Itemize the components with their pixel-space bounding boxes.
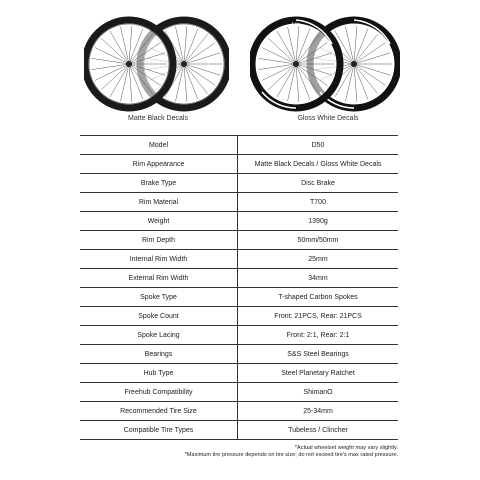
spec-value: Steel Planetary Ratchet (238, 364, 399, 383)
spec-label: Internal Rim Width (80, 250, 238, 269)
spec-value: D50 (238, 136, 399, 155)
spec-value: T-shaped Carbon Spokes (238, 288, 399, 307)
spec-label: Rim Depth (80, 231, 238, 250)
spoke (354, 53, 390, 64)
spec-value: S&S Steel Bearings (238, 345, 399, 364)
spec-row (80, 193, 398, 212)
spec-row (80, 307, 398, 326)
spec-row (80, 231, 398, 250)
spec-table (80, 135, 398, 440)
matte-black-wheelset-image (84, 14, 229, 114)
spec-label: Recommended Tire Size (80, 402, 238, 421)
spec-value: 34mm (238, 269, 399, 288)
spec-row (80, 364, 398, 383)
spec-row (80, 250, 398, 269)
spec-value: Disc Brake (238, 174, 399, 193)
spoke (184, 53, 220, 64)
spec-row (80, 212, 398, 231)
spec-label: External Rim Width (80, 269, 238, 288)
gloss-wheels-svg (250, 14, 400, 114)
spoke (184, 64, 208, 94)
spec-label: Model (80, 136, 238, 155)
matte-decals-caption: Matte Black Decals (128, 115, 188, 122)
spoke (354, 34, 378, 64)
spec-value: ShimanO (238, 383, 399, 402)
spoke (354, 64, 390, 75)
spec-row (80, 269, 398, 288)
spec-value: 25mm (238, 250, 399, 269)
spec-row (80, 326, 398, 345)
weight-note: *Actual wheelset weight may vary slightly. (294, 445, 398, 451)
spec-value: Matte Black Decals / Gloss White Decals (238, 155, 399, 174)
spec-row (80, 383, 398, 402)
gloss-decals-caption: Gloss White Decals (297, 115, 359, 122)
spec-value: Tubeless / Clincher (238, 421, 399, 440)
spoke (346, 27, 354, 64)
spec-value: 25-34mm (238, 402, 399, 421)
spoke (176, 27, 184, 64)
spec-label: Rim Appearance (80, 155, 238, 174)
spec-value: 1390g (238, 212, 399, 231)
spoke (184, 43, 215, 64)
spec-row (80, 174, 398, 193)
spec-row (80, 155, 398, 174)
brand-logo: Lün (291, 22, 301, 28)
spec-label: Hub Type (80, 364, 238, 383)
spec-row (80, 421, 398, 440)
spec-row (80, 288, 398, 307)
spec-value: Front: 2:1, Rear: 2:1 (238, 326, 399, 345)
spec-label: Brake Type (80, 174, 238, 193)
spec-row (80, 136, 398, 155)
front-wheel-gloss (252, 20, 340, 108)
spec-value: 50mm/50mm (238, 231, 399, 250)
spec-value: Front: 21PCS, Rear: 21PCS (238, 307, 399, 326)
spoke (184, 64, 220, 75)
spec-label: Spoke Lacing (80, 326, 238, 345)
spoke (346, 64, 354, 101)
spec-label: Compatible Tire Types (80, 421, 238, 440)
spec-label: Bearings (80, 345, 238, 364)
spoke (354, 43, 385, 64)
spec-label: Spoke Count (80, 307, 238, 326)
spoke (184, 34, 208, 64)
spoke (354, 64, 385, 85)
spec-row (80, 345, 398, 364)
spec-label: Spoke Type (80, 288, 238, 307)
spoke (184, 64, 215, 85)
spoke (354, 64, 378, 94)
front-wheel (85, 20, 173, 108)
spec-row (80, 402, 398, 421)
spec-label: Weight (80, 212, 238, 231)
spec-label: Freehub Compatibility (80, 383, 238, 402)
matte-wheels-svg (84, 14, 229, 114)
spoke (176, 64, 184, 101)
spec-label: Rim Material (80, 193, 238, 212)
spec-value: T700 (238, 193, 399, 212)
gloss-white-wheelset-image (250, 14, 400, 114)
pressure-note: *Maximum tire pressure depends on tire size; do not exceed tire's max rated pressure. (184, 452, 398, 458)
